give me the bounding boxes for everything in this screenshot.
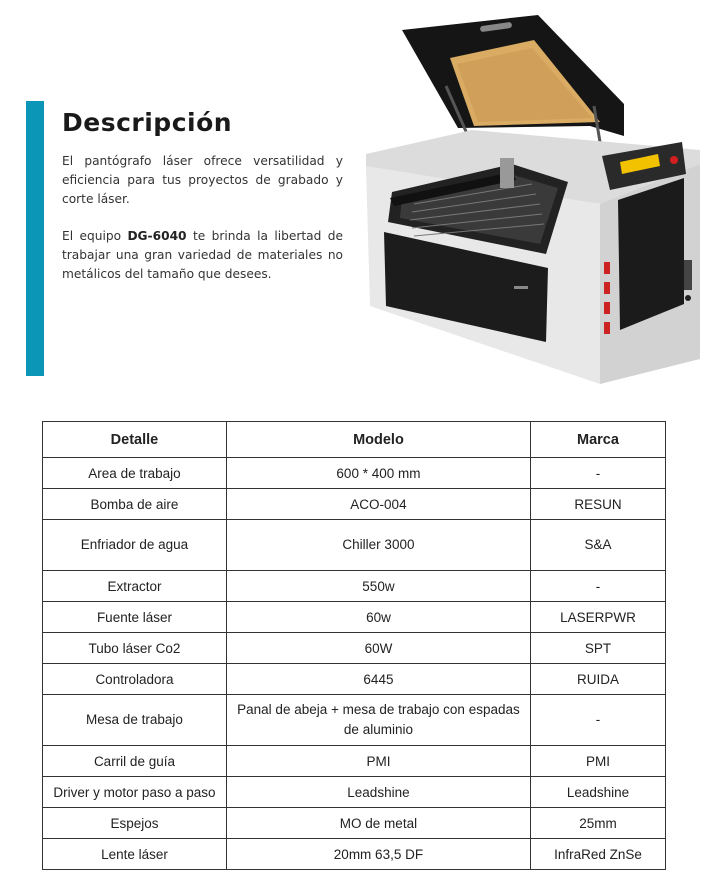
description-paragraph-1: El pantógrafo láser ofrece versatilidad y eficiencia para tus proyectos de grabado y corte láser. xyxy=(62,154,343,206)
cell-marca: RUIDA xyxy=(530,664,665,695)
cell-detalle: Fuente láser xyxy=(43,602,227,633)
cell-marca: Leadshine xyxy=(530,777,665,808)
cell-modelo: ACO-004 xyxy=(226,489,530,520)
header-marca: Marca xyxy=(530,422,665,458)
cell-marca: SPT xyxy=(530,633,665,664)
cell-marca: 25mm xyxy=(530,808,665,839)
paragraph-2-prefix: El equipo xyxy=(62,229,128,243)
accent-bar xyxy=(26,101,44,376)
table-row xyxy=(43,808,666,839)
cell-modelo: 600 * 400 mm xyxy=(226,458,530,489)
table-row xyxy=(43,746,666,777)
cell-detalle: Controladora xyxy=(43,664,227,695)
table-row xyxy=(43,695,666,746)
paragraph-2-suffix: te brinda la libertad de trabajar una gran variedad de materiales no metálicos del tamaño que desees. xyxy=(62,229,343,281)
cell-detalle: Bomba de aire xyxy=(43,489,227,520)
cell-detalle: Mesa de trabajo xyxy=(43,695,227,746)
cell-modelo: 6445 xyxy=(226,664,530,695)
section-title: Descripción xyxy=(62,108,233,137)
cell-modelo: Leadshine xyxy=(226,777,530,808)
cell-detalle: Enfriador de agua xyxy=(43,520,227,571)
table-row xyxy=(43,571,666,602)
cell-detalle: Area de trabajo xyxy=(43,458,227,489)
cell-marca: RESUN xyxy=(530,489,665,520)
table-row xyxy=(43,458,666,489)
table-row xyxy=(43,664,666,695)
cell-marca: - xyxy=(530,458,665,489)
cell-marca: - xyxy=(530,695,665,746)
cell-marca: InfraRed ZnSe xyxy=(530,839,665,870)
table-row xyxy=(43,777,666,808)
specs-table xyxy=(42,421,666,870)
table-row xyxy=(43,602,666,633)
cell-modelo: 60W xyxy=(226,633,530,664)
cell-modelo: 60w xyxy=(226,602,530,633)
cell-marca: PMI xyxy=(530,746,665,777)
laser-machine-image xyxy=(362,14,710,384)
cell-modelo: Chiller 3000 xyxy=(226,520,530,571)
description-text xyxy=(62,152,343,302)
table-row xyxy=(43,489,666,520)
cell-modelo: Panal de abeja + mesa de trabajo con espadas de aluminio xyxy=(226,695,530,746)
header-detalle: Detalle xyxy=(43,422,227,458)
cell-marca: LASERPWR xyxy=(530,602,665,633)
table-row xyxy=(43,633,666,664)
table-row xyxy=(43,839,666,870)
cell-detalle: Driver y motor paso a paso xyxy=(43,777,227,808)
table-header-row xyxy=(43,422,666,458)
cell-modelo: MO de metal xyxy=(226,808,530,839)
header-modelo: Modelo xyxy=(226,422,530,458)
cell-modelo: 20mm 63,5 DF xyxy=(226,839,530,870)
cell-modelo: PMI xyxy=(226,746,530,777)
cell-marca: - xyxy=(530,571,665,602)
cell-detalle: Espejos xyxy=(43,808,227,839)
cell-marca: S&A xyxy=(530,520,665,571)
table-row xyxy=(43,520,666,571)
cell-modelo: 550w xyxy=(226,571,530,602)
model-name: DG-6040 xyxy=(127,229,187,243)
cell-detalle: Extractor xyxy=(43,571,227,602)
description-paragraph-2 xyxy=(62,227,343,284)
cell-detalle: Lente láser xyxy=(43,839,227,870)
cell-detalle: Tubo láser Co2 xyxy=(43,633,227,664)
cell-detalle: Carril de guía xyxy=(43,746,227,777)
